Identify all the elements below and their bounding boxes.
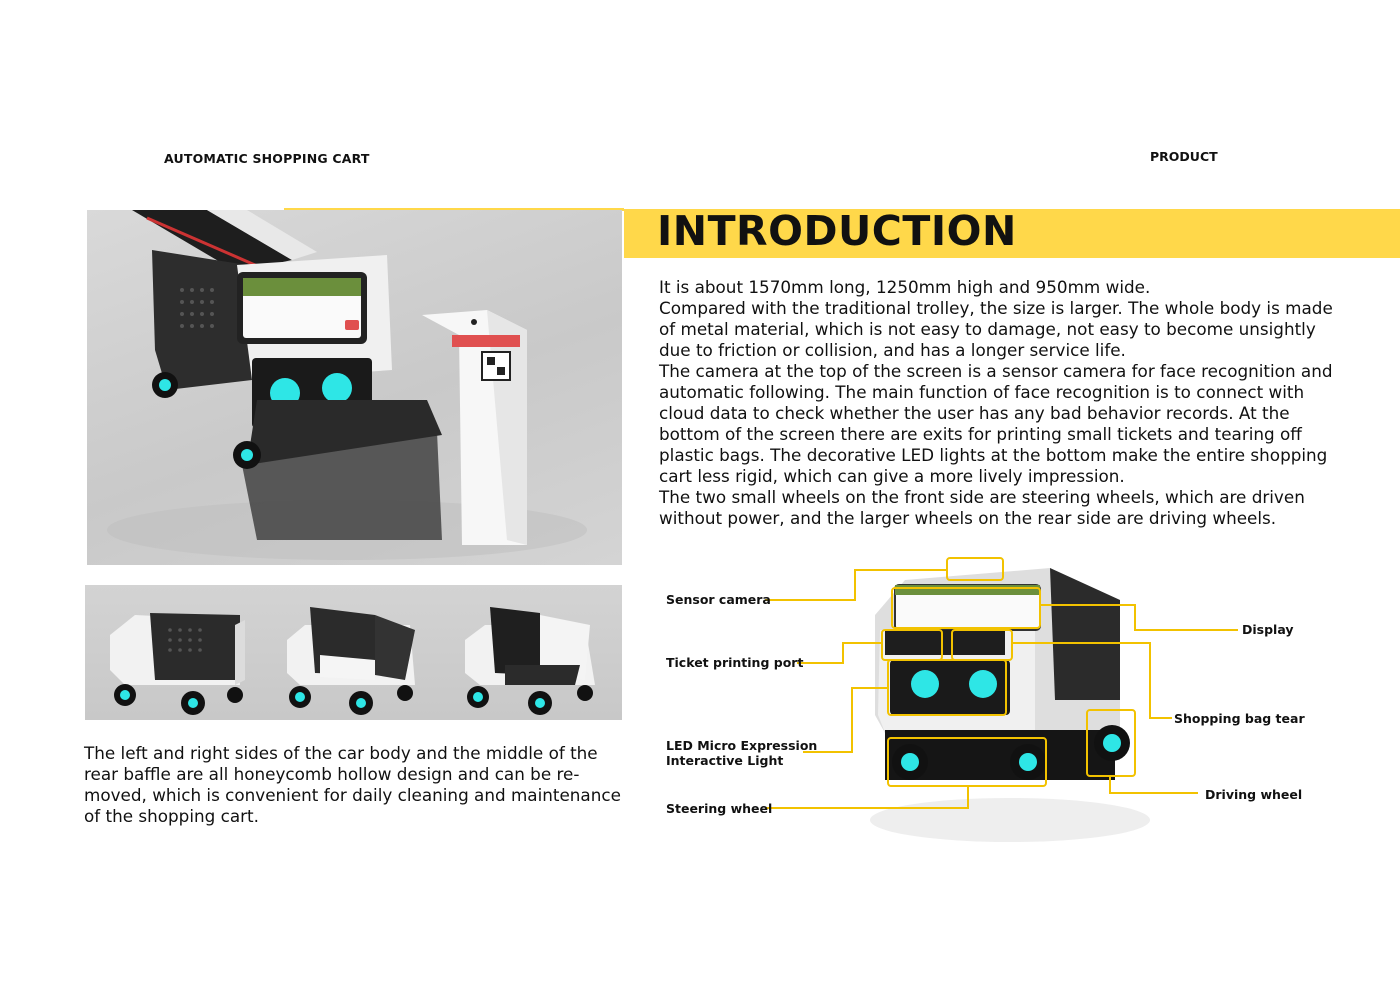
callout-display: Display [1242,622,1294,637]
intro-paragraph: The two small wheels on the front side are steering wheels, which are driven without power, and the larger wheels on the rear side are driving wheels. [659,487,1305,528]
cart-front-render [870,568,1150,842]
callout-ticket-port: Ticket printing port [666,655,804,670]
side-note: The left and right sides of the car body and the middle of the rear baffle are all honeycomb hollow design and can be re-moved, which is convenient for daily cleaning and maintenance of the shopping cart. [84,743,621,826]
page-section-label: PRODUCT [1150,149,1218,164]
callout-led-light [666,738,817,768]
callout-driving-wheel: Driving wheel [1205,787,1303,802]
callout-steering-wheel: Steering wheel [666,801,773,816]
page-title-left: AUTOMATIC SHOPPING CART [164,151,370,166]
callout-sensor-camera: Sensor camera [666,592,771,607]
intro-heading: INTRODUCTION [657,207,1017,255]
callout-led-line2: Interactive Light [666,753,784,768]
callout-bag-tear: Shopping bag tear [1174,711,1305,726]
intro-paragraph: It is about 1570mm long, 1250mm high and 950mm wide. [659,277,1151,297]
callout-led-line1: LED Micro Expression [666,738,818,753]
intro-paragraph: The camera at the top of the screen is a sensor camera for face recognition and automatic following. The main function of face recognition is to connect with cloud data to check whether the user has any bad behavior records. At the bottom of the screen there are exits for printing small tickets and tearing off plastic bags. The decorative LED lights at the bottom make the entire shopping cart less rigid, which can give a more lively impression. [659,361,1333,486]
intro-paragraph: Compared with the traditional trolley, the size is larger. The whole body is made of metal material, which is not easy to damage, not easy to become unsightly due to friction or collision, and has a longer service life. [659,298,1333,360]
